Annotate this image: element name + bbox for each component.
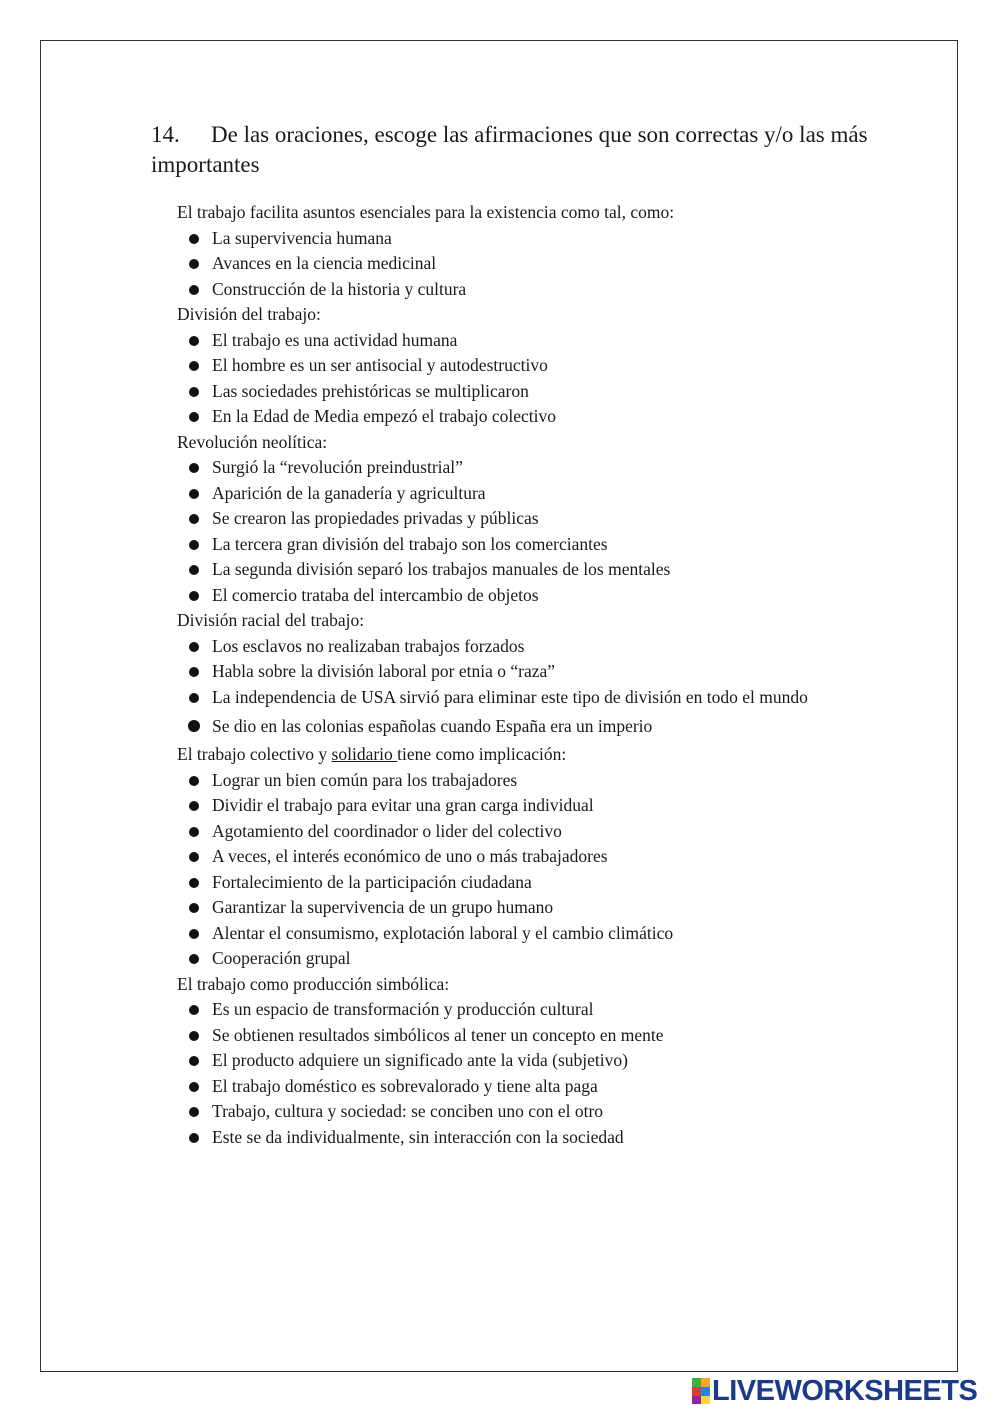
bullet-icon (189, 878, 199, 888)
list-item[interactable]: Construcción de la historia y cultura (177, 277, 917, 303)
bullet-icon (189, 489, 199, 499)
bullet-icon (189, 514, 199, 524)
list-item[interactable]: El hombre es un ser antisocial y autodestructivo (177, 353, 917, 379)
list-item[interactable]: Fortalecimiento de la participación ciudadana (177, 870, 917, 896)
bullet-icon (189, 259, 199, 269)
list-item[interactable]: El trabajo doméstico es sobrevalorado y tiene alta paga (177, 1074, 917, 1100)
list-item[interactable]: El comercio trataba del intercambio de objetos (177, 583, 917, 609)
bullet-icon (189, 693, 199, 703)
section-heading: División del trabajo: (177, 304, 321, 324)
section-items (177, 768, 917, 972)
logo-text: LIVEWORKSHEETS (712, 1375, 978, 1407)
list-item[interactable]: Dividir el trabajo para evitar una gran carga individual (177, 793, 917, 819)
list-item[interactable]: La tercera gran división del trabajo son los comerciantes (177, 532, 917, 558)
list-item[interactable]: Los esclavos no realizaban trabajos forzados (177, 634, 917, 660)
bullet-icon (189, 1056, 199, 1066)
underlined-word: solidario (331, 744, 398, 764)
bullet-icon (189, 234, 199, 244)
list-item[interactable]: Lograr un bien común para los trabajadores (177, 768, 917, 794)
section-items (177, 226, 917, 303)
list-item[interactable]: Surgió la “revolución preindustrial” (177, 455, 917, 481)
list-item[interactable]: La independencia de USA sirvió para eliminar este tipo de división en todo el mundo (177, 685, 917, 711)
section-items (177, 455, 917, 608)
bullet-icon (189, 387, 199, 397)
bullet-icon (189, 565, 199, 575)
section-heading: Revolución neolítica: (177, 431, 328, 452)
bullet-icon (189, 667, 199, 677)
list-item[interactable]: Se dio en las colonias españolas cuando España era un imperio (177, 710, 917, 742)
question-prompt (151, 120, 871, 180)
section-heading: División racial del trabajo: (177, 610, 365, 630)
logo-mark-icon (692, 1378, 710, 1404)
bullet-icon (189, 412, 199, 422)
list-item[interactable]: Aparición de la ganadería y agricultura (177, 481, 917, 507)
liveworksheets-logo (692, 1376, 977, 1406)
bullet-icon (189, 285, 199, 295)
bullet-icon (189, 801, 199, 811)
bullet-icon (189, 1031, 199, 1041)
bullet-icon (189, 1082, 199, 1092)
list-item[interactable]: El trabajo es una actividad humana (177, 328, 917, 354)
bullet-icon (189, 776, 199, 786)
section-heading: El trabajo facilita asuntos esenciales para la existencia como tal, como: (177, 202, 675, 222)
bullet-icon (188, 720, 200, 732)
bullet-icon (189, 1107, 199, 1117)
statement-list (177, 200, 917, 1150)
bullet-icon (189, 463, 199, 473)
list-item[interactable]: Avances en la ciencia medicinal (177, 251, 917, 277)
list-item[interactable]: Este se da individualmente, sin interacción con la sociedad (177, 1125, 917, 1151)
bullet-icon (189, 336, 199, 346)
list-item[interactable]: En la Edad de Media empezó el trabajo colectivo (177, 404, 917, 430)
list-item[interactable]: A veces, el interés económico de uno o más trabajadores (177, 844, 917, 870)
section-heading: El trabajo colectivo y solidario tiene como implicación: (177, 744, 567, 764)
bullet-icon (189, 827, 199, 837)
bullet-icon (189, 1005, 199, 1015)
section-items (177, 328, 917, 430)
list-item[interactable]: Trabajo, cultura y sociedad: se conciben uno con el otro (177, 1099, 917, 1125)
bullet-icon (189, 954, 199, 964)
question-number: 14. (151, 122, 180, 147)
question-text: De las oraciones, escoge las afirmaciones que son correctas y/o las más importantes (151, 122, 868, 177)
bullet-icon (189, 540, 199, 550)
bullet-icon (189, 1133, 199, 1143)
bullet-icon (189, 642, 199, 652)
bullet-icon (189, 591, 199, 601)
section-items (177, 634, 917, 743)
list-item[interactable]: La segunda división separó los trabajos manuales de los mentales (177, 557, 917, 583)
list-item[interactable]: Cooperación grupal (177, 946, 917, 972)
section-items (177, 997, 917, 1150)
list-item[interactable]: Habla sobre la división laboral por etnia o “raza” (177, 659, 917, 685)
list-item[interactable]: Garantizar la supervivencia de un grupo humano (177, 895, 917, 921)
section-heading: El trabajo como producción simbólica: (177, 973, 450, 994)
bullet-icon (189, 929, 199, 939)
list-item[interactable]: Se crearon las propiedades privadas y públicas (177, 506, 917, 532)
list-item[interactable]: Agotamiento del coordinador o lider del colectivo (177, 819, 917, 845)
list-item[interactable]: Se obtienen resultados simbólicos al tener un concepto en mente (177, 1023, 917, 1049)
list-item[interactable]: Alentar el consumismo, explotación laboral y el cambio climático (177, 921, 917, 947)
list-item[interactable]: Es un espacio de transformación y producción cultural (177, 997, 917, 1023)
list-item[interactable]: La supervivencia humana (177, 226, 917, 252)
bullet-icon (189, 852, 199, 862)
bullet-icon (189, 903, 199, 913)
list-item[interactable]: Las sociedades prehistóricas se multiplicaron (177, 379, 917, 405)
bullet-icon (189, 361, 199, 371)
list-item[interactable]: El producto adquiere un significado ante la vida (subjetivo) (177, 1048, 917, 1074)
